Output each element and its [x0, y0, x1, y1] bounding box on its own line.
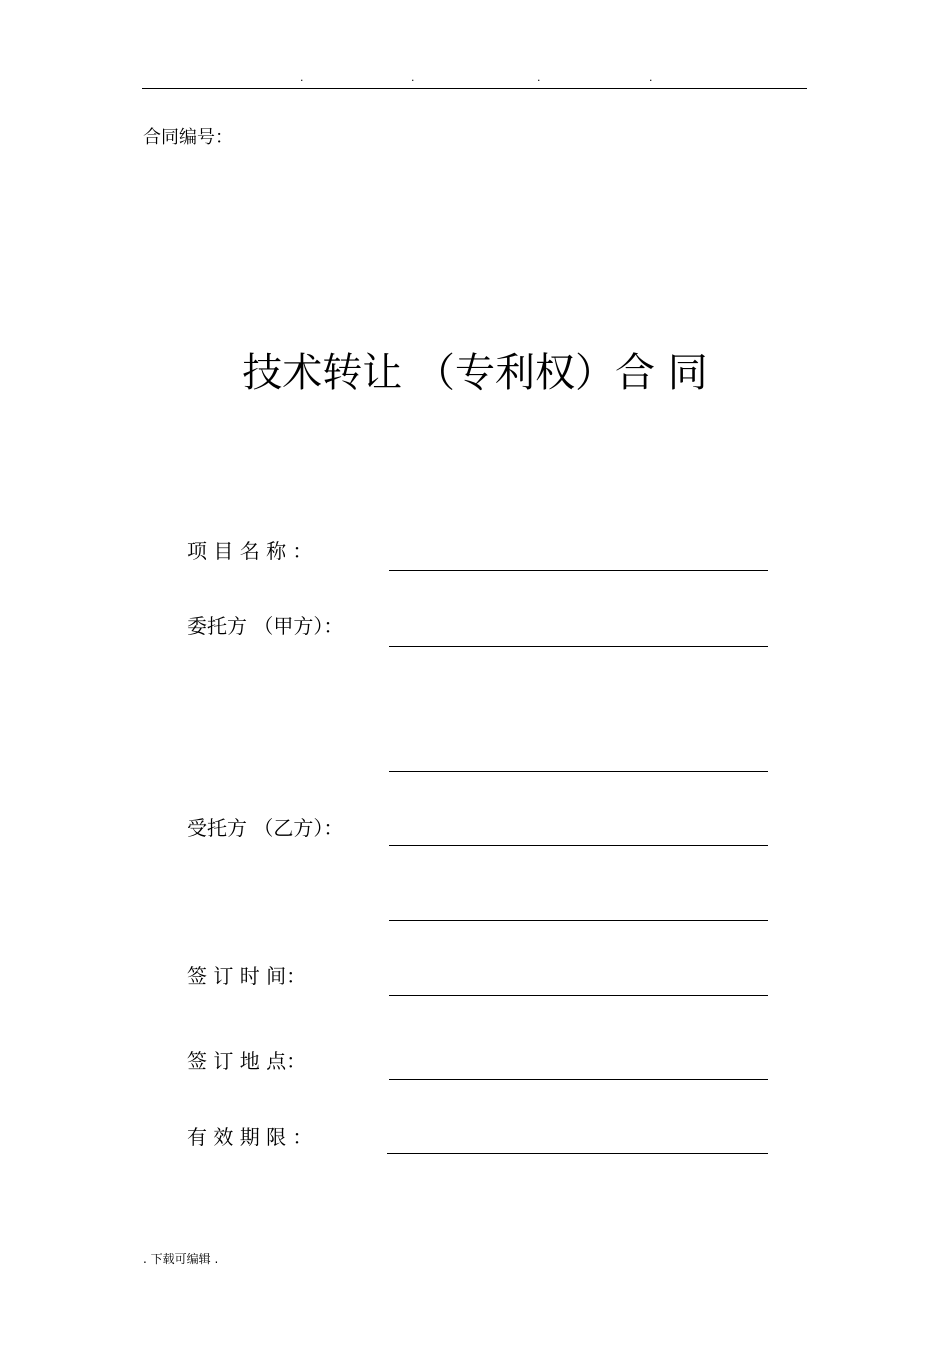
contractor-label: 受托方 （乙方）：: [187, 816, 344, 840]
header-dot: .: [649, 71, 653, 84]
project-name-label: 项 目 名 称 ：: [187, 539, 313, 563]
validity-label: 有 效 期 限 ：: [187, 1125, 313, 1149]
header-dot: .: [411, 71, 415, 84]
validity-line[interactable]: [387, 1153, 768, 1154]
contractor-extra-line[interactable]: [389, 920, 768, 921]
client-line[interactable]: [389, 646, 768, 647]
signing-place-label: 签 订 地 点：: [187, 1049, 307, 1073]
header-rule: [142, 88, 807, 89]
client-label: 委托方 （甲方）：: [187, 614, 344, 638]
contractor-line[interactable]: [389, 845, 768, 846]
signing-place-line[interactable]: [389, 1079, 768, 1080]
header-dot: .: [300, 71, 304, 84]
client-extra-line[interactable]: [389, 771, 768, 772]
header-dot: .: [537, 71, 541, 84]
signing-time-line[interactable]: [389, 995, 768, 996]
contract-number-label: 合同编号：: [143, 127, 233, 148]
signing-time-label: 签 订 时 间：: [187, 964, 307, 988]
project-name-line[interactable]: [389, 570, 768, 571]
footer-note: . 下载可编辑 .: [143, 1252, 219, 1266]
document-title: 技术转让 （专利权）合 同: [242, 350, 708, 396]
